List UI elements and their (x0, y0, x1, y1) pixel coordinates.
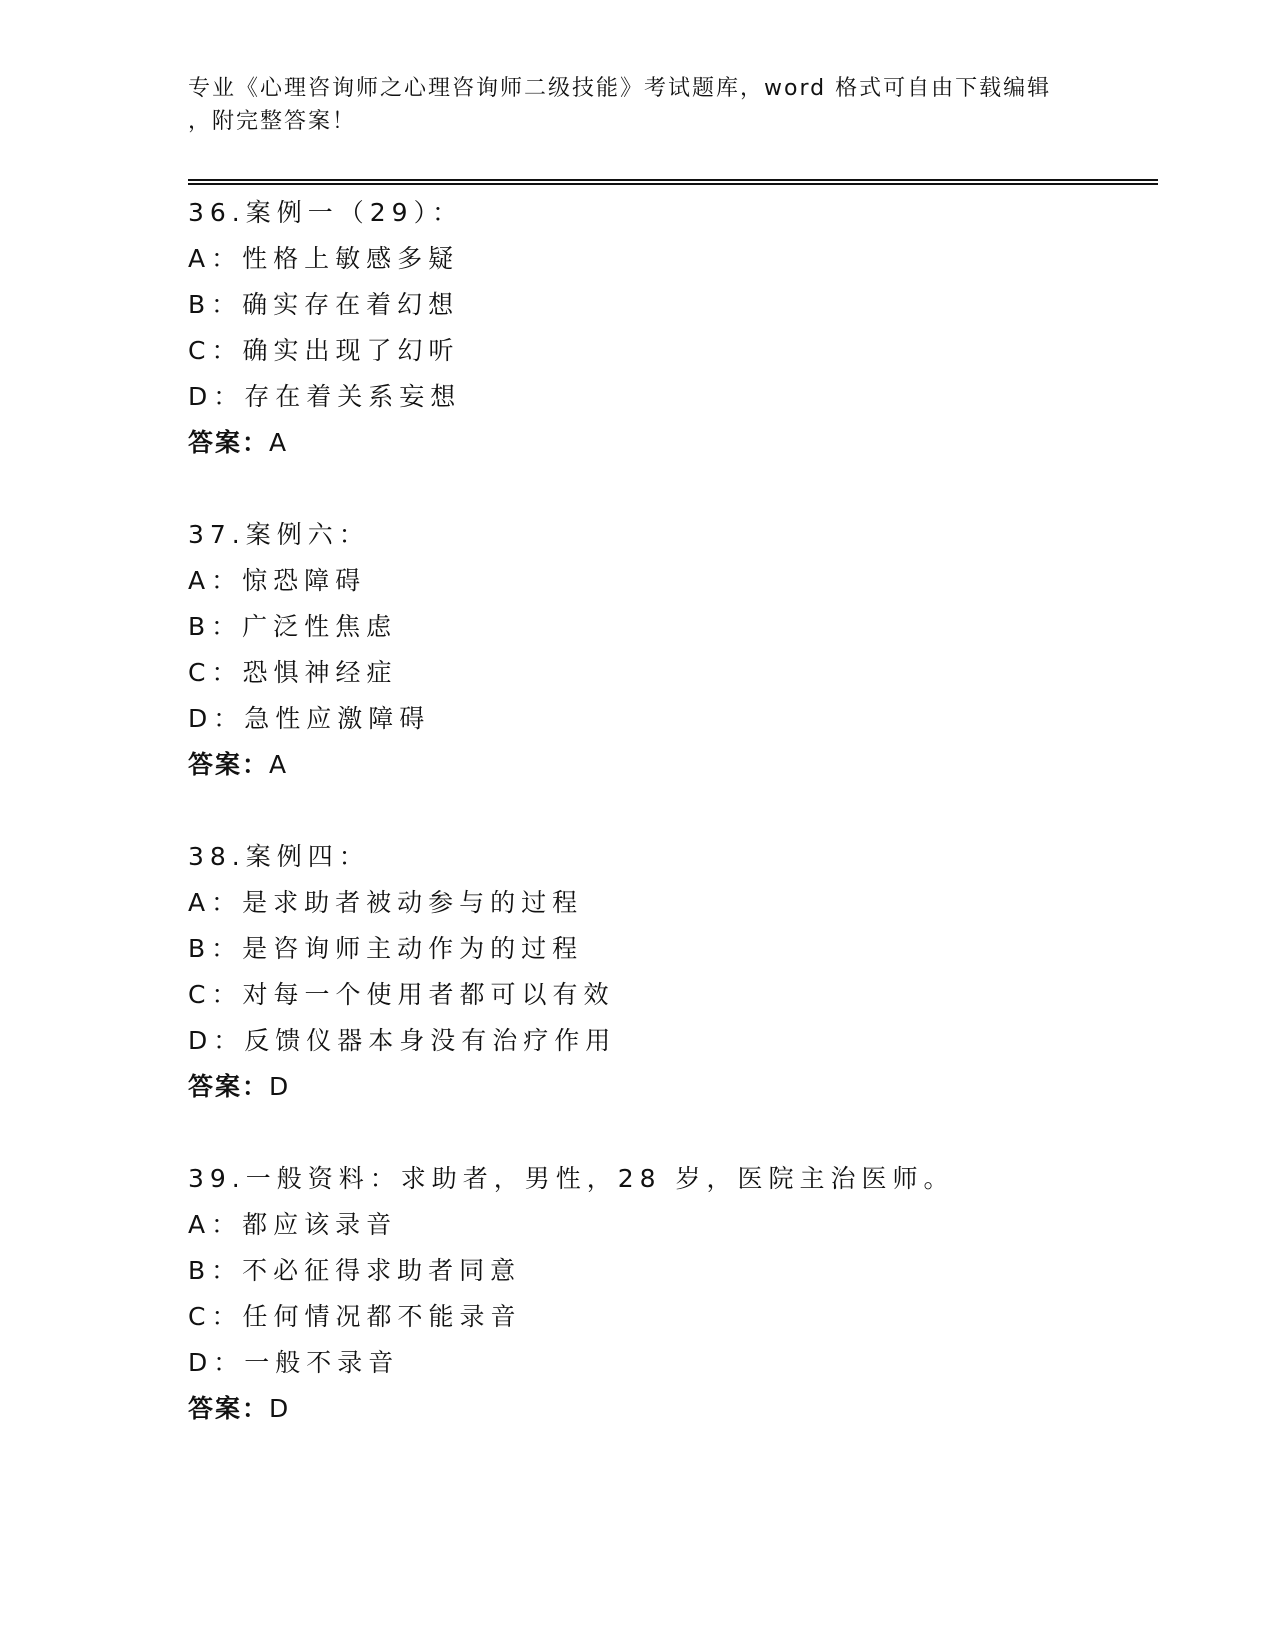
answer-line (188, 420, 1168, 466)
answer-value: A (269, 750, 289, 779)
answer-value: A (269, 428, 289, 457)
option-b: B：是咨询师主动作为的过程 (188, 934, 584, 963)
option-b: B：确实存在着幻想 (188, 290, 460, 319)
option-b: B：广泛性焦虑 (188, 612, 398, 641)
option-c: C：恐惧神经症 (188, 658, 398, 687)
question-stem: 37.案例六： (188, 520, 370, 549)
answer-label: 答案： (188, 1072, 270, 1101)
answer-line (188, 1064, 1168, 1110)
document-header (188, 72, 1088, 138)
option-c: C：对每一个使用者都可以有效 (188, 980, 615, 1009)
option-a: A：性格上敏感多疑 (188, 244, 460, 273)
question-39 (188, 1156, 1168, 1432)
header-line-2: ，附完整答案！ (188, 109, 357, 134)
answer-line (188, 742, 1168, 788)
answer-value: D (269, 1072, 291, 1101)
option-d: D：急性应激障碍 (188, 704, 431, 733)
option-d: D：反馈仪器本身没有治疗作用 (188, 1026, 617, 1055)
option-b: B：不必征得求助者同意 (188, 1256, 522, 1285)
question-stem: 36.案例一（29）： (188, 198, 464, 227)
answer-label: 答案： (188, 1394, 270, 1423)
question-37 (188, 512, 1168, 788)
option-a: A：惊恐障碍 (188, 566, 367, 595)
header-line-1: 专业《心理咨询师之心理咨询师二级技能》考试题库，word 格式可自由下载编辑 (188, 76, 1052, 101)
option-c: C：任何情况都不能录音 (188, 1302, 522, 1331)
option-c: C：确实出现了幻听 (188, 336, 460, 365)
question-38 (188, 834, 1168, 1110)
answer-value: D (269, 1394, 291, 1423)
option-d: D：一般不录音 (188, 1348, 400, 1377)
question-stem: 39.一般资料：求助者，男性，28 岁，医院主治医师。 (188, 1164, 955, 1193)
question-stem: 38.案例四： (188, 842, 370, 871)
header-divider-top (188, 179, 1158, 181)
answer-label: 答案： (188, 428, 270, 457)
answer-line (188, 1386, 1168, 1432)
question-36 (188, 190, 1168, 466)
option-a: A：都应该录音 (188, 1210, 398, 1239)
question-list (188, 190, 1168, 1478)
option-a: A：是求助者被动参与的过程 (188, 888, 584, 917)
header-divider-bottom (188, 183, 1158, 185)
option-d: D：存在着关系妄想 (188, 382, 462, 411)
answer-label: 答案： (188, 750, 270, 779)
